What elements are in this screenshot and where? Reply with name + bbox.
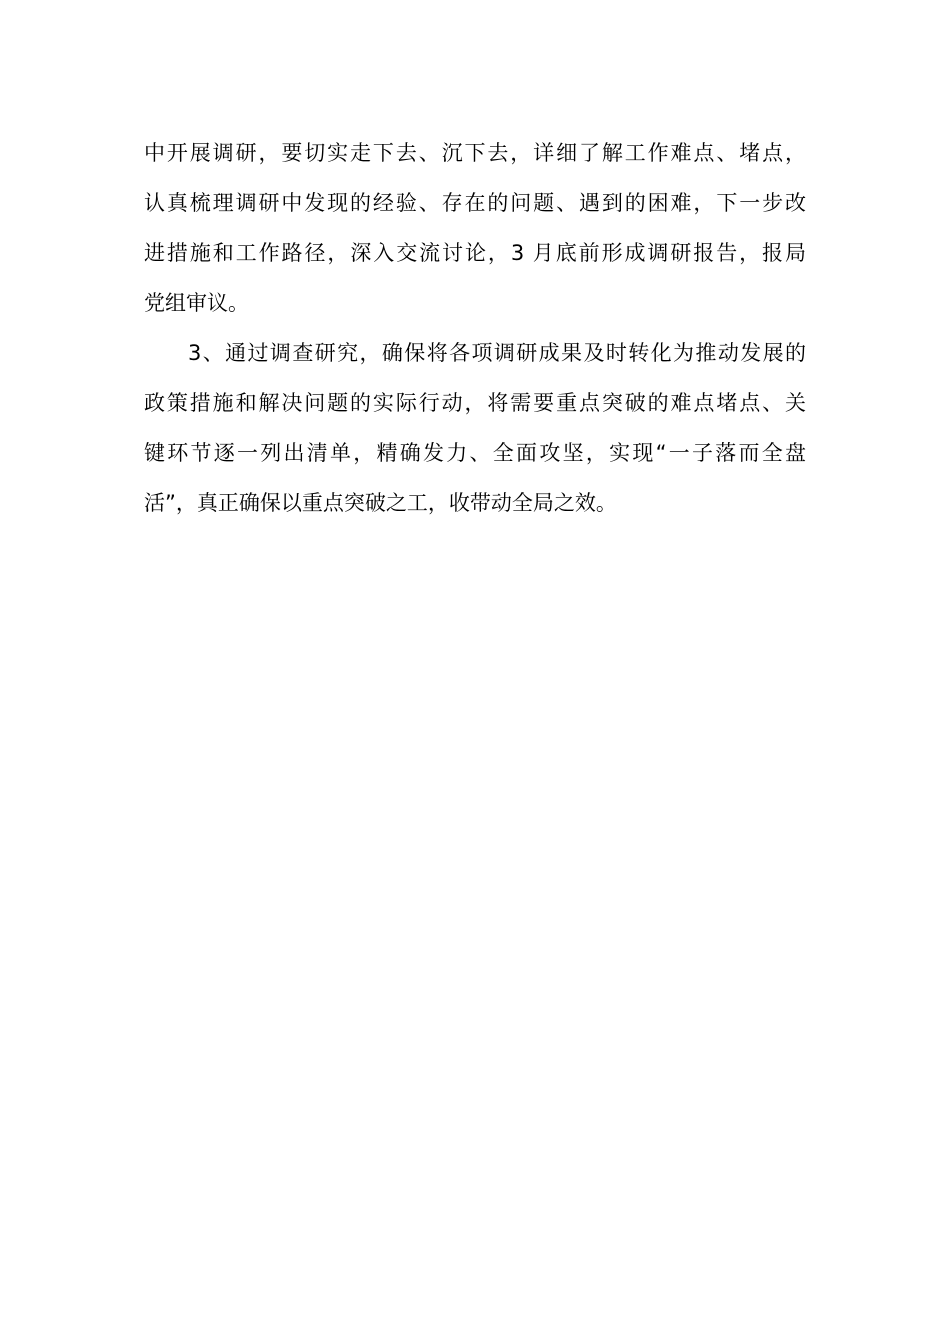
paragraph-line: 中开展调研，要切实走下去、沉下去，详细了解工作难点、堵点， <box>144 141 806 165</box>
paragraph-line: 进措施和工作路径，深入交流讨论，3 月底前形成调研报告，报局 <box>144 241 806 265</box>
paragraph-1 <box>144 128 806 328</box>
paragraph-line: 政策措施和解决问题的实际行动，将需要重点突破的难点堵点、关 <box>144 391 806 415</box>
paragraph-2 <box>144 328 806 528</box>
paragraph-line: 党组审议。 <box>144 291 249 315</box>
paragraph-line: 活”，真正确保以重点突破之工，收带动全局之效。 <box>144 491 617 515</box>
document-body <box>144 128 806 528</box>
paragraph-line: 3、通过调查研究，确保将各项调研成果及时转化为推动发展的 <box>188 341 806 365</box>
paragraph-line: 键环节逐一列出清单，精确发力、全面攻坚，实现“一子落而全盘 <box>144 441 806 465</box>
paragraph-line: 认真梳理调研中发现的经验、存在的问题、遇到的困难，下一步改 <box>144 191 806 215</box>
